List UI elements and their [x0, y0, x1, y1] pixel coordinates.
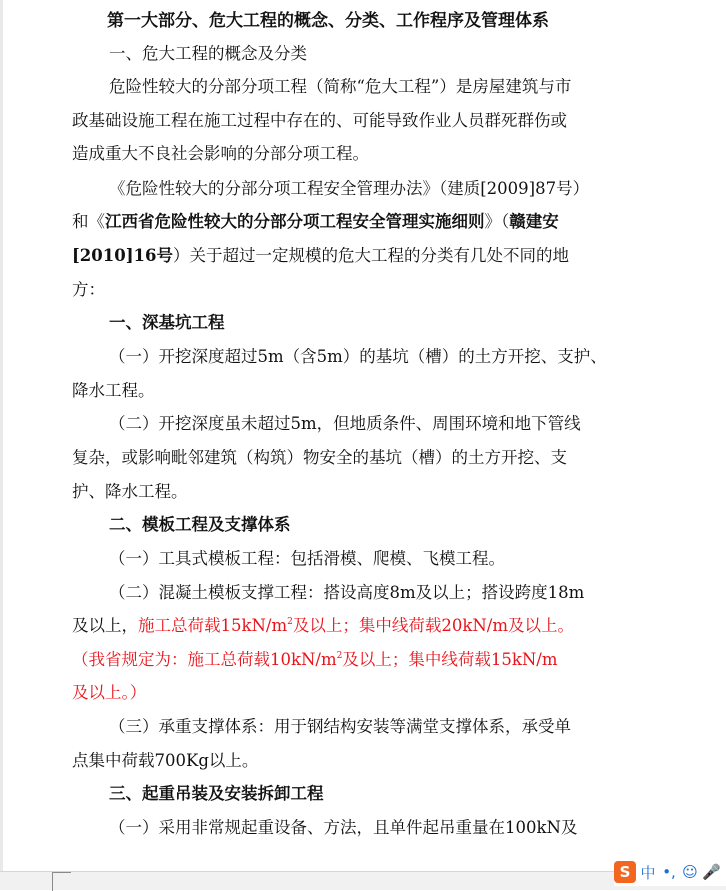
paragraph-line: （一）开挖深度超过5m（含5m）的基坑（槽）的土方开挖、支护、 — [109, 347, 607, 366]
paragraph-line: 复杂，或影响毗邻建筑（构筑）物安全的基坑（槽）的土方开挖、支 — [72, 448, 567, 467]
window-left-edge — [0, 0, 3, 890]
connector-text: 》（ — [484, 212, 510, 231]
paragraph-line: （二）开挖深度虽未超过5m，但地质条件、周围环境和地下管线 — [109, 414, 581, 433]
paragraph-line: 降水工程。 — [72, 381, 155, 400]
red-highlight-text: 施工总荷载15kN/m — [138, 616, 288, 635]
superscript: 2 — [287, 617, 293, 627]
paragraph-line: 造成重大不良社会影响的分部分项工程。 — [72, 144, 369, 163]
bold-regulation-number: 赣建安 — [509, 212, 559, 231]
paragraph-line: 《危险性较大的分部分项工程安全管理办法》（建质[2009]87号） — [109, 179, 590, 198]
paragraph-line: （三）承重支撑体系：用于钢结构安装等满堂支撑体系，承受单 — [109, 717, 571, 736]
connector-text: 和《 — [72, 212, 105, 231]
section-heading: 三、起重吊装及安装拆卸工程 — [109, 784, 324, 803]
red-highlight-text: 及以上；集中线荷载15kN/m — [342, 650, 558, 669]
section-heading: 一、深基坑工程 — [109, 313, 225, 332]
paragraph-line: （二）混凝土模板支撑工程：搭设高度8m及以上；搭设跨度18m — [109, 583, 585, 602]
bold-regulation-number: [2010]16号 — [72, 246, 173, 265]
paragraph-text: ）关于超过一定规模的危大工程的分类有几处不同的地 — [173, 246, 569, 265]
paragraph-line: 方： — [72, 280, 105, 299]
paragraph-line: 政基础设施工程在施工过程中存在的、可能导致作业人员群死群伤或 — [72, 111, 567, 130]
ime-toolbar[interactable] — [614, 858, 726, 886]
paragraph-line — [72, 615, 574, 637]
superscript: 2 — [336, 651, 343, 661]
paragraph-line: 危险性较大的分部分项工程（简称“危大工程”）是房屋建筑与市 — [109, 77, 572, 96]
paragraph-line — [72, 245, 569, 267]
page-title: 第一大部分、危大工程的概念、分类、工作程序及管理体系 — [107, 11, 549, 31]
section-heading: 一、危大工程的概念及分类 — [109, 44, 307, 63]
paragraph-line — [72, 211, 559, 233]
red-highlight-text: （我省规定为：施工总荷载10kN/m — [72, 650, 337, 669]
punctuation-toggle[interactable]: •, — [662, 863, 676, 881]
paragraph-text: 及以上， — [72, 616, 138, 635]
document-page[interactable] — [72, 0, 652, 872]
page-corner-marker — [52, 872, 71, 891]
section-heading: 二、模板工程及支撑体系 — [109, 515, 291, 534]
paragraph-line — [72, 649, 558, 671]
red-highlight-text: 及以上；集中线荷载20kN/m及以上。 — [292, 616, 575, 635]
microphone-icon[interactable]: 🎤 — [702, 863, 721, 881]
paragraph-line: 点集中荷载700Kg以上。 — [72, 751, 259, 770]
sogou-logo-icon[interactable]: S — [614, 861, 636, 883]
bold-regulation-title: 江西省危险性较大的分部分项工程安全管理实施细则 — [105, 212, 485, 231]
paragraph-line: 护、降水工程。 — [72, 482, 188, 501]
paragraph-line: 及以上。） — [72, 683, 147, 702]
paragraph-line: （一）工具式模板工程：包括滑模、爬模、飞模工程。 — [109, 549, 505, 568]
language-toggle[interactable]: 中 — [640, 863, 656, 882]
emoji-icon[interactable]: ☺ — [682, 863, 698, 881]
paragraph-line: （一）采用非常规起重设备、方法，且单件起吊重量在100kN及 — [109, 818, 578, 837]
